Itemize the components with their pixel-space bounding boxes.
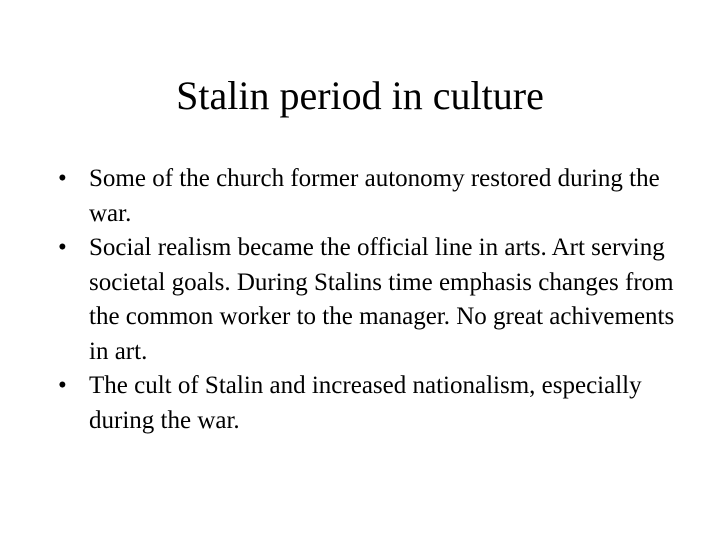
bullet-item (58, 369, 678, 438)
bullet-text: The cult of Stalin and increased nationalism, especially during the war. (89, 372, 642, 434)
bullet-list (58, 162, 678, 438)
slide-title: Stalin period in culture (176, 73, 544, 118)
bullet-icon: • (58, 165, 67, 192)
bullet-icon: • (58, 372, 67, 399)
bullet-item (58, 162, 678, 231)
bullet-text: Some of the church former autonomy restored during the war. (89, 165, 660, 227)
bullet-text: Social realism became the official line in arts. Art serving societal goals. During Stalins time emphasis changes from the common worker to the manager. No great achivements in art. (89, 234, 675, 365)
bullet-item (58, 231, 678, 369)
bullet-icon: • (58, 234, 67, 261)
